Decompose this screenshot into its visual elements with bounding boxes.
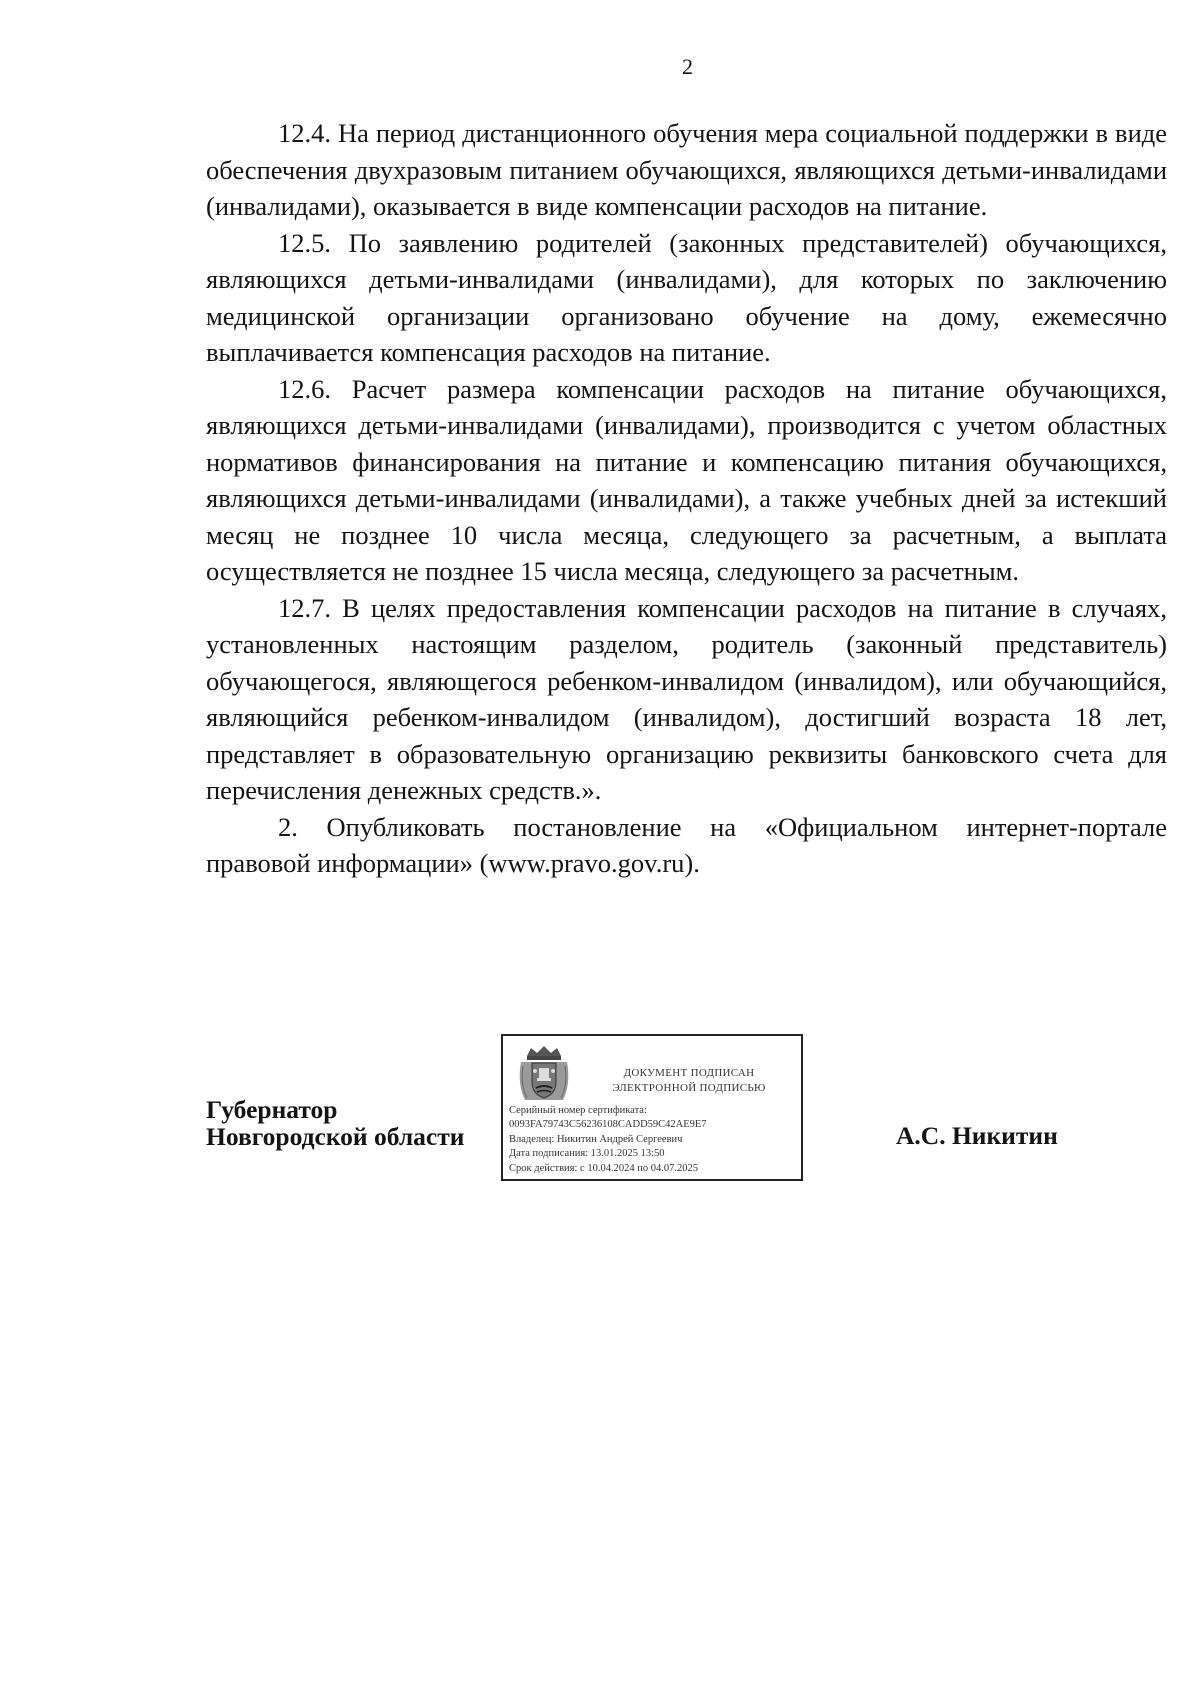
stamp-serial-label: Серийный номер сертификата: (509, 1105, 647, 1116)
signer-position (206, 1096, 464, 1150)
electronic-signature-stamp (501, 1034, 803, 1181)
signer-position-line2: Новгородской области (206, 1122, 465, 1151)
paragraph-12-5: 12.5. По заявлению родителей (законных представителей) обучающихся, являющихся детьми-инвалидами (инвалидами), для которых по заключению медицинской организации организовано обучение на дому, ежемесячно выплачивается компенсация расходов на питание. (206, 227, 1167, 367)
stamp-heading-line1: ДОКУМЕНТ ПОДПИСАН (623, 1067, 755, 1079)
stamp-heading-line2: ЭЛЕКТРОННОЙ ПОДПИСЬЮ (612, 1082, 766, 1094)
paragraph-publish: 2. Опубликовать постановление на «Официальном интернет-портале правовой информации» (www.pravo.gov.ru). (206, 811, 1167, 878)
paragraph-12-6: 12.6. Расчет размера компенсации расходов на питание обучающихся, являющихся детьми-инвалидами (инвалидами), производится с учетом областных нормативов финансирования на питание и компенсацию питания обучающихся, являющихся детьми-инвалидами (инвалидами), а также учебных дней за истекший месяц не позднее 10 числа месяца, следующего за расчетным, а выплата осуществляется не позднее 15 числа месяца, следующего за расчетным. (206, 373, 1167, 586)
document-body (206, 115, 1167, 882)
signer-name: А.С. Никитин (896, 1121, 1058, 1150)
stamp-signed-date: Дата подписания: 13.01.2025 13:50 (509, 1148, 665, 1160)
stamp-details (509, 1104, 707, 1176)
stamp-owner: Владелец: Никитин Андрей Сергеевич (509, 1133, 683, 1145)
coat-of-arms-icon (515, 1044, 573, 1104)
paragraph-12-7: 12.7. В целях предоставления компенсации расходов на питание в случаях, установленных настоящим разделом, родитель (законный представитель) обучающегося, являющегося ребенком-инвалидом (инвалидом), или обучающийся, являющийся ребенком-инвалидом (инвалидом), достигший возраста 18 лет, представляет в образовательную организацию реквизиты банковского счета для перечисления денежных средств.». (206, 592, 1167, 805)
signer-position-line1: Губернатор (206, 1095, 338, 1124)
stamp-serial-value: 0093FA79743C56236108CADD59C42AE9E7 (509, 1119, 707, 1131)
stamp-validity: Срок действия: с 10.04.2024 по 04.07.2025 (509, 1162, 698, 1174)
stamp-heading (573, 1066, 805, 1096)
page-number: 2 (682, 54, 693, 79)
paragraph-12-4: 12.4. На период дистанционного обучения мера социальной поддержки в виде обеспечения двухразовым питанием обучающихся, являющихся детьми-инвалидами (инвалидами), оказывается в виде компенсации расходов на питание. (206, 118, 1167, 221)
